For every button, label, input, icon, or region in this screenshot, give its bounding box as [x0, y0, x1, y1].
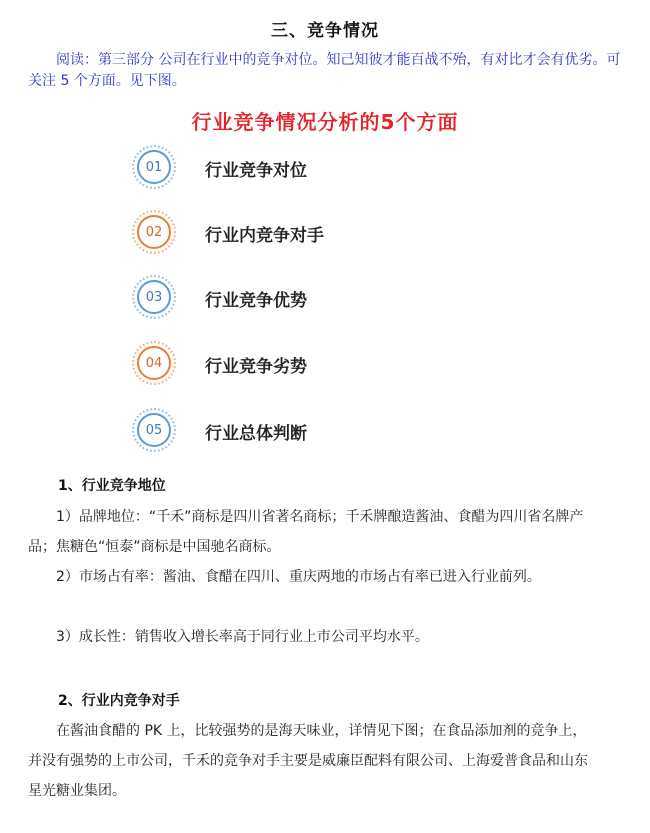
paragraph: 2）市场占有率：酱油、食醋在四川、重庆两地的市场占有率已进入行业前列。	[56, 569, 541, 585]
item-number: 05	[137, 413, 171, 447]
item-label: 行业竞争对位	[205, 161, 307, 181]
aspect-item-2	[132, 210, 432, 260]
number-circle-icon	[132, 210, 176, 254]
aspect-item-3	[132, 275, 432, 325]
number-circle-icon	[132, 408, 176, 452]
aspect-item-4	[132, 341, 432, 391]
number-circle-icon	[132, 275, 176, 319]
item-label: 行业竞争优势	[205, 291, 307, 311]
item-label: 行业总体判断	[205, 424, 307, 444]
section-heading-1: 1、行业竞争地位	[58, 478, 166, 494]
item-number: 04	[137, 346, 171, 380]
item-label: 行业内竞争对手	[205, 226, 324, 246]
aspect-item-5	[132, 408, 432, 458]
section-title: 三、竞争情况	[271, 21, 379, 41]
infographic-title: 行业竞争情况分析的5个方面	[191, 110, 459, 134]
paragraph: 1）品牌地位：“千禾”商标是四川省著名商标；千禾牌酿造酱油、食醋为四川省名牌产品；焦糖色“恒泰”商标是中国驰名商标。	[28, 509, 584, 555]
paragraph: 在酱油食醋的 PK 上，比较强势的是海天味业，详情见下图；在食品添加剂的竞争上，并没有强势的上市公司，千禾的竞争对手主要是威廉臣配料有限公司、上海爱普食品和山东星光糖业集团。	[28, 723, 588, 799]
number-circle-icon	[132, 145, 176, 189]
reading-note: 阅读：第三部分 公司在行业中的竞争对位。知己知彼才能百战不殆，有对比才会有优劣。可关注 5 个方面。见下图。	[28, 52, 621, 89]
item-label: 行业竞争劣势	[205, 357, 307, 377]
item-number: 03	[137, 280, 171, 314]
section-heading-2: 2、行业内竞争对手	[58, 693, 180, 709]
item-number: 01	[137, 150, 171, 184]
aspect-item-1	[132, 145, 432, 195]
number-circle-icon	[132, 341, 176, 385]
paragraph: 3）成长性：销售收入增长率高于同行业上市公司平均水平。	[56, 629, 429, 645]
item-number: 02	[137, 215, 171, 249]
